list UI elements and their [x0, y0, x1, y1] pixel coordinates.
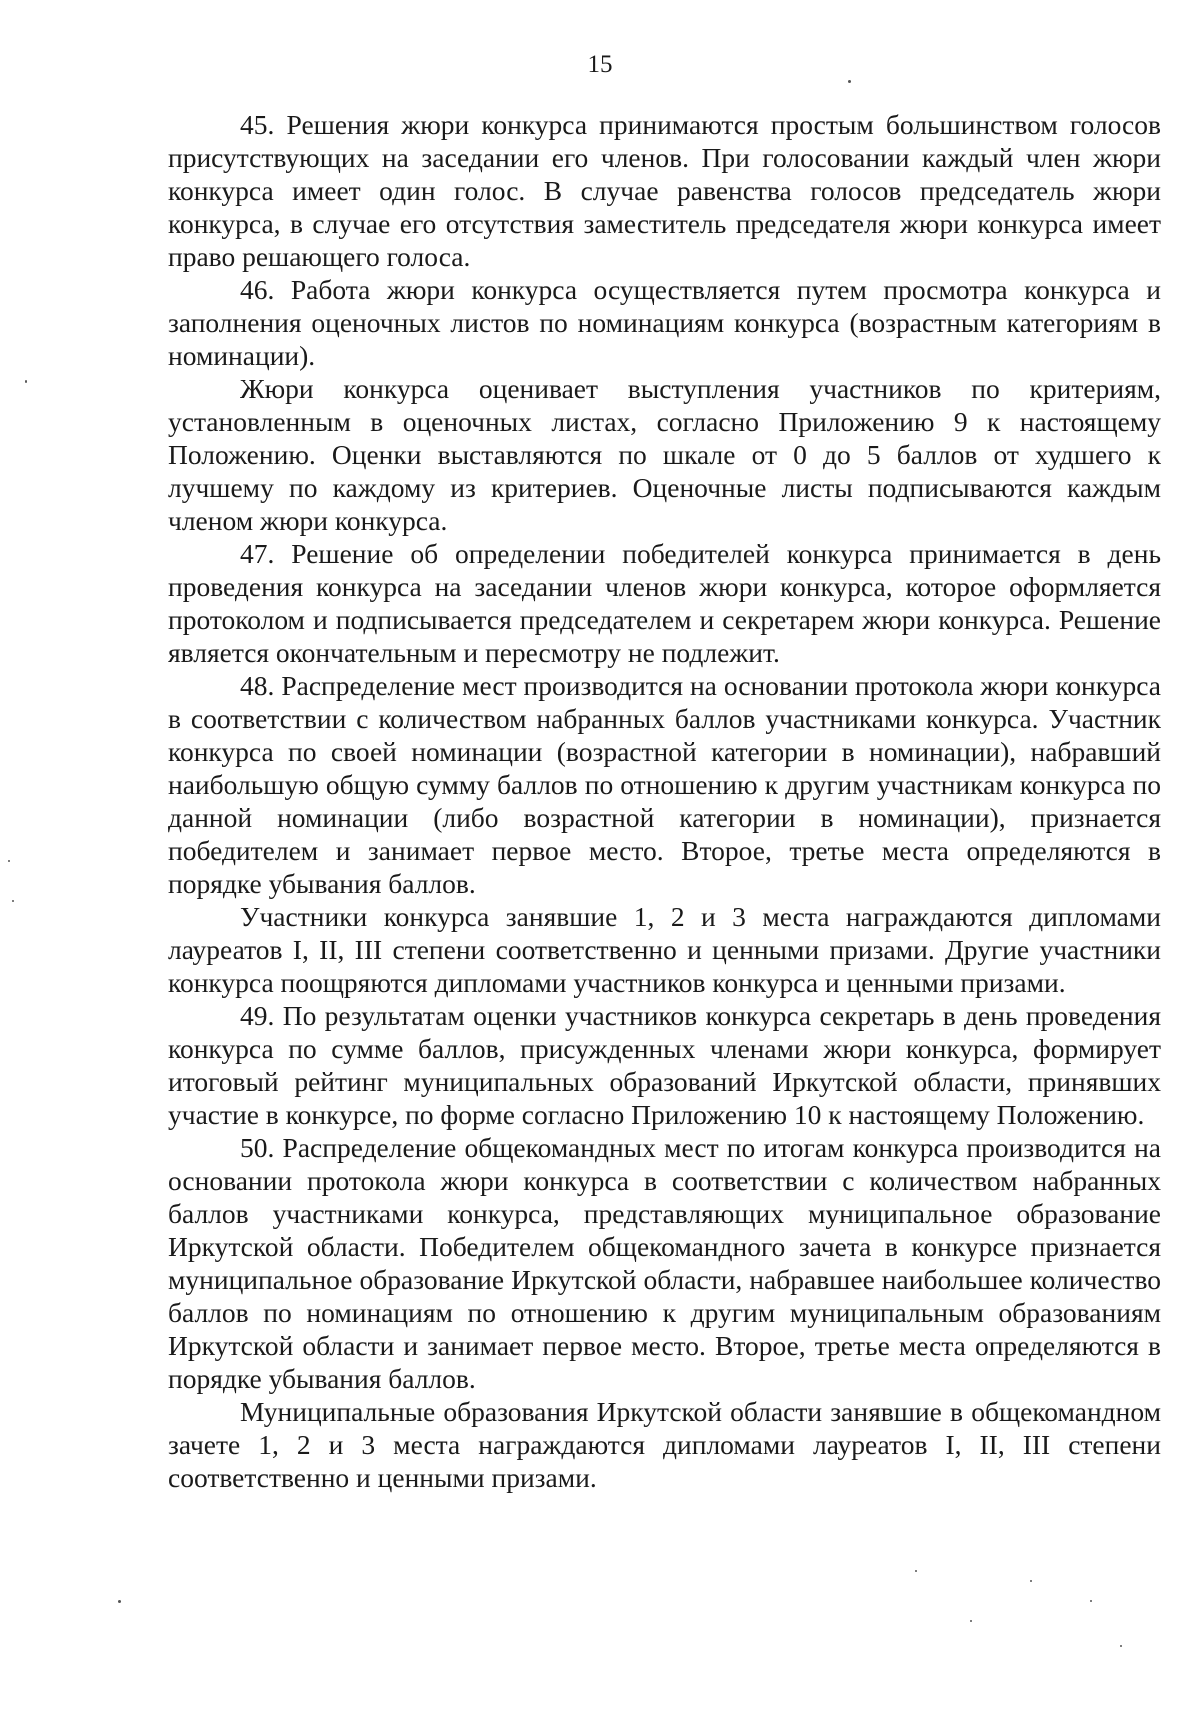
paragraph-48-awards: Участники конкурса занявшие 1, 2 и 3 места награждаются дипломами лауреатов I, II, III степени соответственно и ценными призами. Другие участники конкурса поощряются дипломами участников конкурса и ценными призами. — [168, 901, 1161, 998]
paragraph-48: 48. Распределение мест производится на основании протокола жюри конкурса в соответствии с количеством набранных баллов участниками конкурса. Участник конкурса по своей номинации (возрастной категории в номинации), набравший наибольшую общую сумму баллов по отношению к другим участникам конкурса по данной номинации (либо возрастной категории в номинации), признается победителем и занимает первое место. Второе, третье места определяются в порядке убывания баллов. — [168, 670, 1161, 899]
paragraph-50: 50. Распределение общекомандных мест по итогам конкурса производится на основании протокола жюри конкурса в соответствии с количеством набранных баллов участниками конкурса, представляющих муниципальное образование Иркутской области. Победителем общекомандного зачета в конкурсе признается муниципальное образование Иркутской области, набравшее наибольшее количество баллов по номинациям по отношению к другим муниципальным образованиям Иркутской области и занимает первое место. Второе, третье места определяются в порядке убывания баллов. — [168, 1132, 1161, 1394]
paragraph-47: 47. Решение об определении победителей конкурса принимается в день проведения конкурса на заседании членов жюри конкурса, которое оформляется протоколом и подписывается председателем и секретарем жюри конкурса. Решение является окончательным и пересмотру не подлежит. — [168, 538, 1161, 668]
paragraph-45: 45. Решения жюри конкурса принимаются простым большинством голосов присутствующих на заседании его членов. При голосовании каждый член жюри конкурса имеет один голос. В случае равенства голосов председатель жюри конкурса, в случае его отсутствия заместитель председателя жюри конкурса имеет право решающего голоса. — [168, 109, 1161, 272]
paragraph-50-awards: Муниципальные образования Иркутской области занявшие в общекомандном зачете 1, 2 и 3 места награждаются дипломами лауреатов I, II, III степени соответственно и ценными призами. — [168, 1396, 1161, 1493]
scan-speck — [1030, 1580, 1032, 1582]
scan-speck — [970, 1620, 972, 1622]
scan-speck — [25, 380, 27, 383]
scan-speck — [8, 860, 10, 862]
scan-speck — [848, 80, 851, 83]
scan-speck — [1090, 1600, 1092, 1602]
document-body — [168, 108, 1161, 1494]
paragraph-46-jury-evaluation: Жюри конкурса оценивает выступления участников по критериям, установленным в оценочных листах, согласно Приложению 9 к настоящему Положению. Оценки выставляются по шкале от 0 до 5 баллов от худшего к лучшему по каждому из критериев. Оценочные листы подписываются каждым членом жюри конкурса. — [168, 373, 1161, 536]
scan-speck — [12, 900, 14, 902]
paragraph-49: 49. По результатам оценки участников конкурса секретарь в день проведения конкурса по сумме баллов, присужденных членами жюри конкурса, формирует итоговый рейтинг муниципальных образований Иркутской области, принявших участие в конкурсе, по форме согласно Приложению 10 к настоящему Положению. — [168, 1000, 1161, 1130]
page-number: 15 — [587, 51, 613, 78]
scan-speck — [915, 1570, 917, 1572]
paragraph-46: 46. Работа жюри конкурса осуществляется путем просмотра конкурса и заполнения оценочных листов по номинациям конкурса (возрастным категориям в номинации). — [168, 274, 1161, 371]
scan-speck — [118, 1600, 121, 1603]
scan-speck — [1120, 1645, 1122, 1647]
